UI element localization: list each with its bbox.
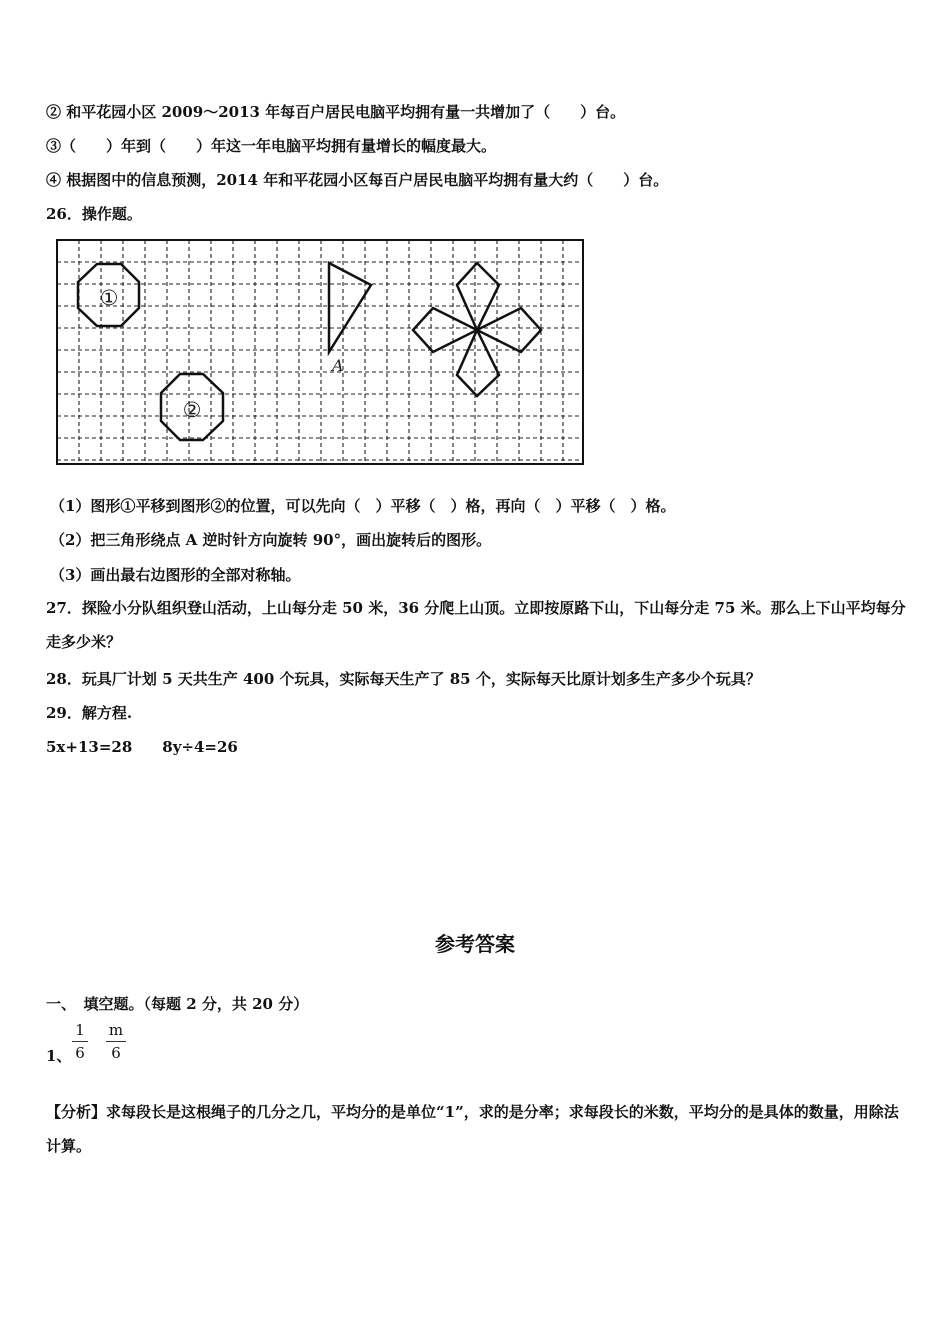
fraction-1-denominator: 6 [75, 1044, 85, 1062]
answer-section-1-title: 一、 填空题。（每题 2 分，共 20 分） [46, 995, 309, 1013]
question-26-sub-2: （2）把三角形绕点 A 逆时针方向旋转 90°，画出旋转后的图形。 [50, 531, 492, 549]
question-4-line: ④ 根据图中的信息预测，2014 年和平花园小区每百户居民电脑平均拥有量大约（ ）台。 [46, 171, 669, 189]
petal-right [477, 308, 541, 352]
octagon-2-label: ② [182, 398, 202, 422]
answer-analysis: 【分析】求每段长是这根绳子的几分之几，平均分的是单位“1”，求的是分率；求每段长的米数，平均分的是具体的数量，用除法计算。 [46, 1103, 899, 1155]
question-27: 27．探险小分队组织登山活动，上山每分走 50 米，36 分爬上山顶。立即按原路下山，下山每分走 75 米。那么上下山平均每分走多少米？ [46, 599, 906, 651]
petal-bottom [457, 330, 499, 396]
answer-item-1-label: 1、 [46, 1047, 72, 1065]
grid-border [57, 240, 583, 464]
fraction-2-numerator: m [108, 1021, 124, 1039]
question-3-line: ③（ ）年到（ ）年这一年电脑平均拥有量增长的幅度最大。 [46, 137, 497, 155]
petal-left [413, 308, 477, 352]
answer-fraction-1 [72, 1021, 88, 1062]
flower-shape [413, 263, 541, 396]
octagon-1-label: ① [99, 286, 119, 310]
question-29-title: 29．解方程. [46, 704, 133, 722]
petal-top [457, 263, 499, 330]
question-26-title: 26．操作题。 [46, 205, 142, 223]
fraction-1-bar [72, 1041, 88, 1042]
answer-heading: 参考答案 [435, 932, 515, 956]
question-28: 28．玩具厂计划 5 天共生产 400 个玩具，实际每天生产了 85 个，实际每天比原计划多生产多少个玩具？ [46, 670, 761, 688]
question-29-equations [46, 737, 238, 757]
fraction-2-denominator: 6 [111, 1044, 121, 1062]
grid-figure [55, 238, 585, 468]
question-26-sub-3: （3）画出最右边图形的全部对称轴。 [50, 566, 301, 584]
vertex-a-label: A [332, 356, 344, 375]
answer-fraction-2 [106, 1021, 126, 1062]
equation-2: 8y÷4=26 [162, 738, 238, 756]
fraction-2-bar [106, 1041, 126, 1042]
equation-1: 5x+13=28 [46, 738, 133, 756]
fraction-1-numerator: 1 [75, 1021, 85, 1039]
question-2-line: ② 和平花园小区 2009～2013 年每百户居民电脑平均拥有量一共增加了（ ）台。 [46, 103, 626, 121]
question-26-sub-1: （1）图形①平移到图形②的位置，可以先向（ ）平移（ ）格，再向（ ）平移（ ）格。 [50, 497, 676, 515]
